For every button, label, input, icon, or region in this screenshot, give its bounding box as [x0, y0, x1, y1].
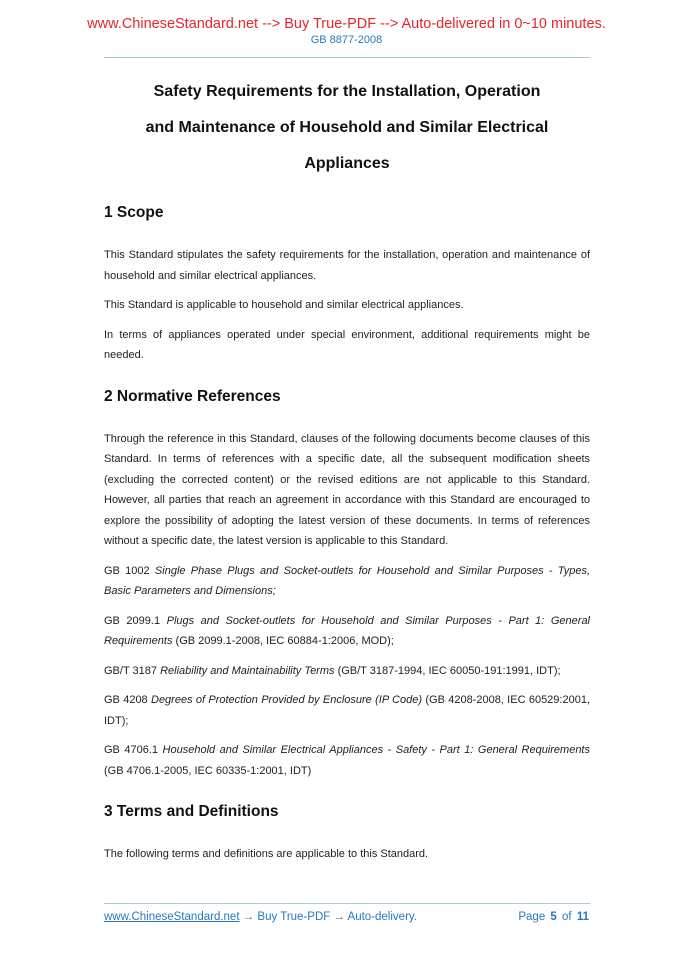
reference-code: GB 4208 — [104, 694, 151, 706]
header-banner-link[interactable]: www.ChineseStandard.net --> Buy True-PDF --> Auto-delivered in 0~10 minutes. — [87, 16, 606, 32]
reference-title: Plugs and Socket-outlets for Household and Similar Purposes - Part 1: General Requirements — [104, 614, 591, 647]
reference-code: GB 1002 — [104, 564, 155, 577]
page-indicator — [517, 911, 590, 923]
reference-suffix: (GB/T 3187-1994, IEC 60050-191:1991, IDT); — [334, 664, 561, 677]
reference-item — [104, 611, 590, 652]
page-number-total: 11 — [576, 911, 589, 923]
paragraph: Through the reference in this Standard, clauses of the following documents become clauses of this Standard. In terms of references with a specific date, all the subsequent modification sheets (excluding the corrected content) or the revised editions are not applicable to this Standard. However, all parties that reach an agreement in accordance with this Standard are encouraged to explore the possibility of adopting the latest version of these documents. In terms of references without a specific date, the latest version is applicable to this Standard. — [104, 432, 590, 547]
reference-title: Reliability and Maintainability Terms — [160, 664, 335, 677]
page-footer — [104, 903, 590, 923]
section-heading-scope: 1 Scope — [104, 204, 164, 221]
footer-tagline-text: → Buy True-PDF → Auto-delivery. — [239, 911, 417, 923]
header-divider — [104, 57, 590, 58]
page-number-current: 5 — [550, 911, 557, 923]
paragraph: In terms of appliances operated under special environment, additional requirements might be needed. — [104, 328, 590, 361]
footer-tagline — [104, 911, 417, 923]
page-label: Page — [518, 911, 546, 923]
document-body — [104, 74, 590, 865]
paragraph: This Standard stipulates the safety requirements for the installation, operation and maintenance of household and similar electrical appliances. — [104, 249, 590, 282]
footer-site-link[interactable]: www.ChineseStandard.net — [104, 911, 240, 923]
reference-item — [104, 661, 590, 682]
footer-divider — [104, 903, 590, 904]
document-title-line: Safety Requirements for the Installation, Operation — [153, 83, 541, 100]
document-title-line: Appliances — [304, 155, 390, 172]
paragraph: The following terms and definitions are applicable to this Standard. — [104, 848, 429, 860]
document-title-line: and Maintenance of Household and Similar Electrical — [145, 119, 549, 136]
reference-item — [104, 740, 590, 781]
reference-title: Degrees of Protection Provided by Enclosure (IP Code) — [151, 694, 423, 706]
reference-title: Household and Similar Electrical Appliances - Safety - Part 1: General Requirements — [162, 744, 590, 756]
reference-code: GB 4706.1 — [104, 744, 163, 756]
reference-title: Single Phase Plugs and Socket-outlets for Household and Similar Purposes - Types, Basic Parameters and Dimensions; — [104, 564, 590, 597]
paragraph: This Standard is applicable to household and similar electrical appliances. — [104, 299, 464, 311]
reference-item — [104, 690, 590, 731]
section-heading-terms-definitions: 3 Terms and Definitions — [104, 803, 279, 820]
reference-suffix: (GB 4208-2008, IEC 60529:2001, IDT); — [104, 694, 591, 727]
reference-item — [104, 561, 590, 602]
reference-suffix: (GB 2099.1-2008, IEC 60884-1:2006, MOD); — [172, 635, 394, 647]
page-of-label: of — [562, 911, 572, 923]
section-heading-normative-references: 2 Normative References — [104, 387, 281, 405]
document-title — [104, 74, 590, 182]
reference-code: GB/T 3187 — [104, 664, 161, 677]
reference-code: GB 2099.1 — [104, 614, 167, 627]
reference-suffix: (GB 4706.1-2005, IEC 60335-1:2001, IDT) — [104, 764, 312, 777]
standard-code: GB 8877-2008 — [310, 34, 383, 46]
